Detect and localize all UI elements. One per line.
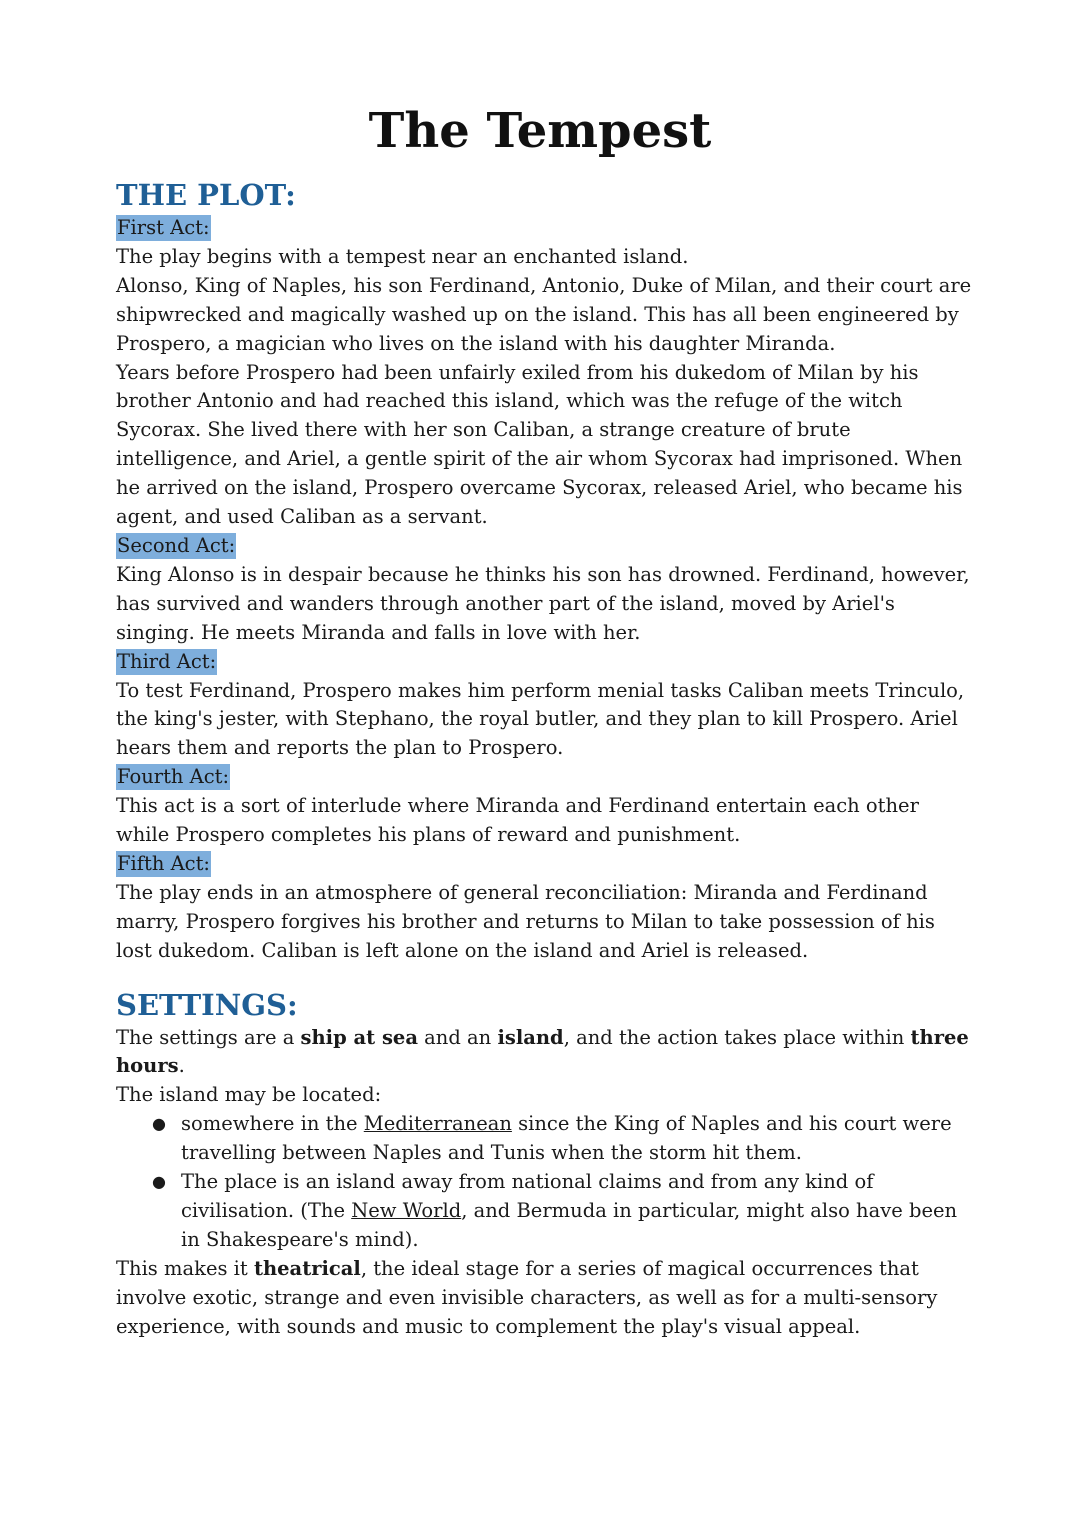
plot-heading: THE PLOT: [116, 178, 296, 212]
settings-text: The settings are a [116, 1025, 301, 1049]
act-paragraph: The play begins with a tempest near an enchanted island. [116, 244, 689, 268]
act-label: First Act: [117, 216, 210, 239]
document-title: The Tempest [368, 103, 712, 159]
act-label: Fourth Act: [117, 765, 230, 789]
act-paragraph: This act is a sort of interlude where Miranda and Ferdinand entertain each other while Prospero completes his plans of reward and punishment. [116, 794, 919, 847]
settings-bold: theatrical [253, 1256, 361, 1280]
act-paragraph: Alonso, King of Naples, his son Ferdinand, Antonio, Duke of Milan, and their court are shipwrecked and magically washed up on the island. This has all been engineered by Prospero, a magician who lives on the island with his daughter Miranda. [116, 273, 972, 355]
act-label-row [116, 648, 976, 677]
settings-closing [116, 1255, 976, 1342]
settings-text: , the ideal stage for a series of magical occurrences that involve exotic, strange and even invisible characters, as well as for a multi-sensory experience, with sounds and music to complement the play's visual appeal. [116, 1256, 938, 1338]
act-label-row [116, 214, 976, 243]
settings-text: , and the action takes place within [563, 1025, 911, 1049]
settings-located: The island may be located: [116, 1083, 382, 1107]
act-label-row [116, 532, 976, 561]
settings-heading: SETTINGS: [116, 987, 298, 1022]
act-paragraph: Years before Prospero had been unfairly exiled from his dukedom of Milan by his brother Antonio and had reached this island, which was the refuge of the witch Sycorax. She lived there with her son Caliban, a strange creature of brute intelligence, and Ariel, a gentle spirit of the air whom Sycorax had imprisoned. When he arrived on the island, Prospero overcame Sycorax, released Ariel, who became his agent, and used Caliban as a servant. [116, 360, 963, 529]
settings-bold: island [497, 1025, 564, 1049]
act-label: Second Act: [117, 533, 236, 557]
section-spacer [116, 966, 976, 986]
act-label: Fifth Act: [117, 851, 210, 875]
bullet-text: , and Bermuda in particular, might also have been in Shakespeare's mind). [181, 1199, 958, 1251]
new-world-link[interactable]: New World [351, 1199, 462, 1222]
act-paragraph: King Alonso is in despair because he thinks his son has drowned. Ferdinand, however, has survived and wanders through another part of the island, moved by Ariel's singing. He meets Miranda and falls in love with her. [116, 562, 970, 644]
bullet-icon: ● [152, 1114, 166, 1134]
settings-bold: three hours [116, 1025, 969, 1078]
settings-text: and an [417, 1025, 498, 1049]
mediterranean-link[interactable]: Mediterranean [363, 1112, 512, 1136]
act-label: Third Act: [117, 649, 217, 673]
act-label-row [116, 850, 976, 879]
document-body [116, 176, 976, 1342]
location-list [116, 1110, 976, 1255]
settings-text: This makes it [116, 1256, 254, 1280]
settings-intro [116, 1024, 976, 1082]
list-item [152, 1110, 976, 1168]
bullet-text: The place is an island away from national claims and from any kind of civilisation. (The [181, 1170, 874, 1222]
act-paragraph: To test Ferdinand, Prospero makes him perform menial tasks Caliban meets Trinculo, the king's jester, with Stephano, the royal butler, and they plan to kill Prospero. Ariel hears them and reports the plan to Prospero. [116, 678, 965, 760]
list-item [152, 1168, 976, 1255]
settings-text: . [178, 1054, 185, 1078]
act-label-row [116, 763, 976, 792]
settings-bold: ship at sea [300, 1025, 418, 1049]
bullet-text: since the King of Naples and his court were travelling between Naples and Tunis when the storm hit them. [181, 1112, 952, 1165]
bullet-icon: ● [152, 1172, 166, 1192]
act-paragraph: The play ends in an atmosphere of general reconciliation: Miranda and Ferdinand marry, Prospero forgives his brother and returns to Milan to take possession of his lost dukedom. Caliban is left alone on the island and Ariel is released. [116, 880, 935, 962]
bullet-text: somewhere in the [181, 1112, 364, 1136]
